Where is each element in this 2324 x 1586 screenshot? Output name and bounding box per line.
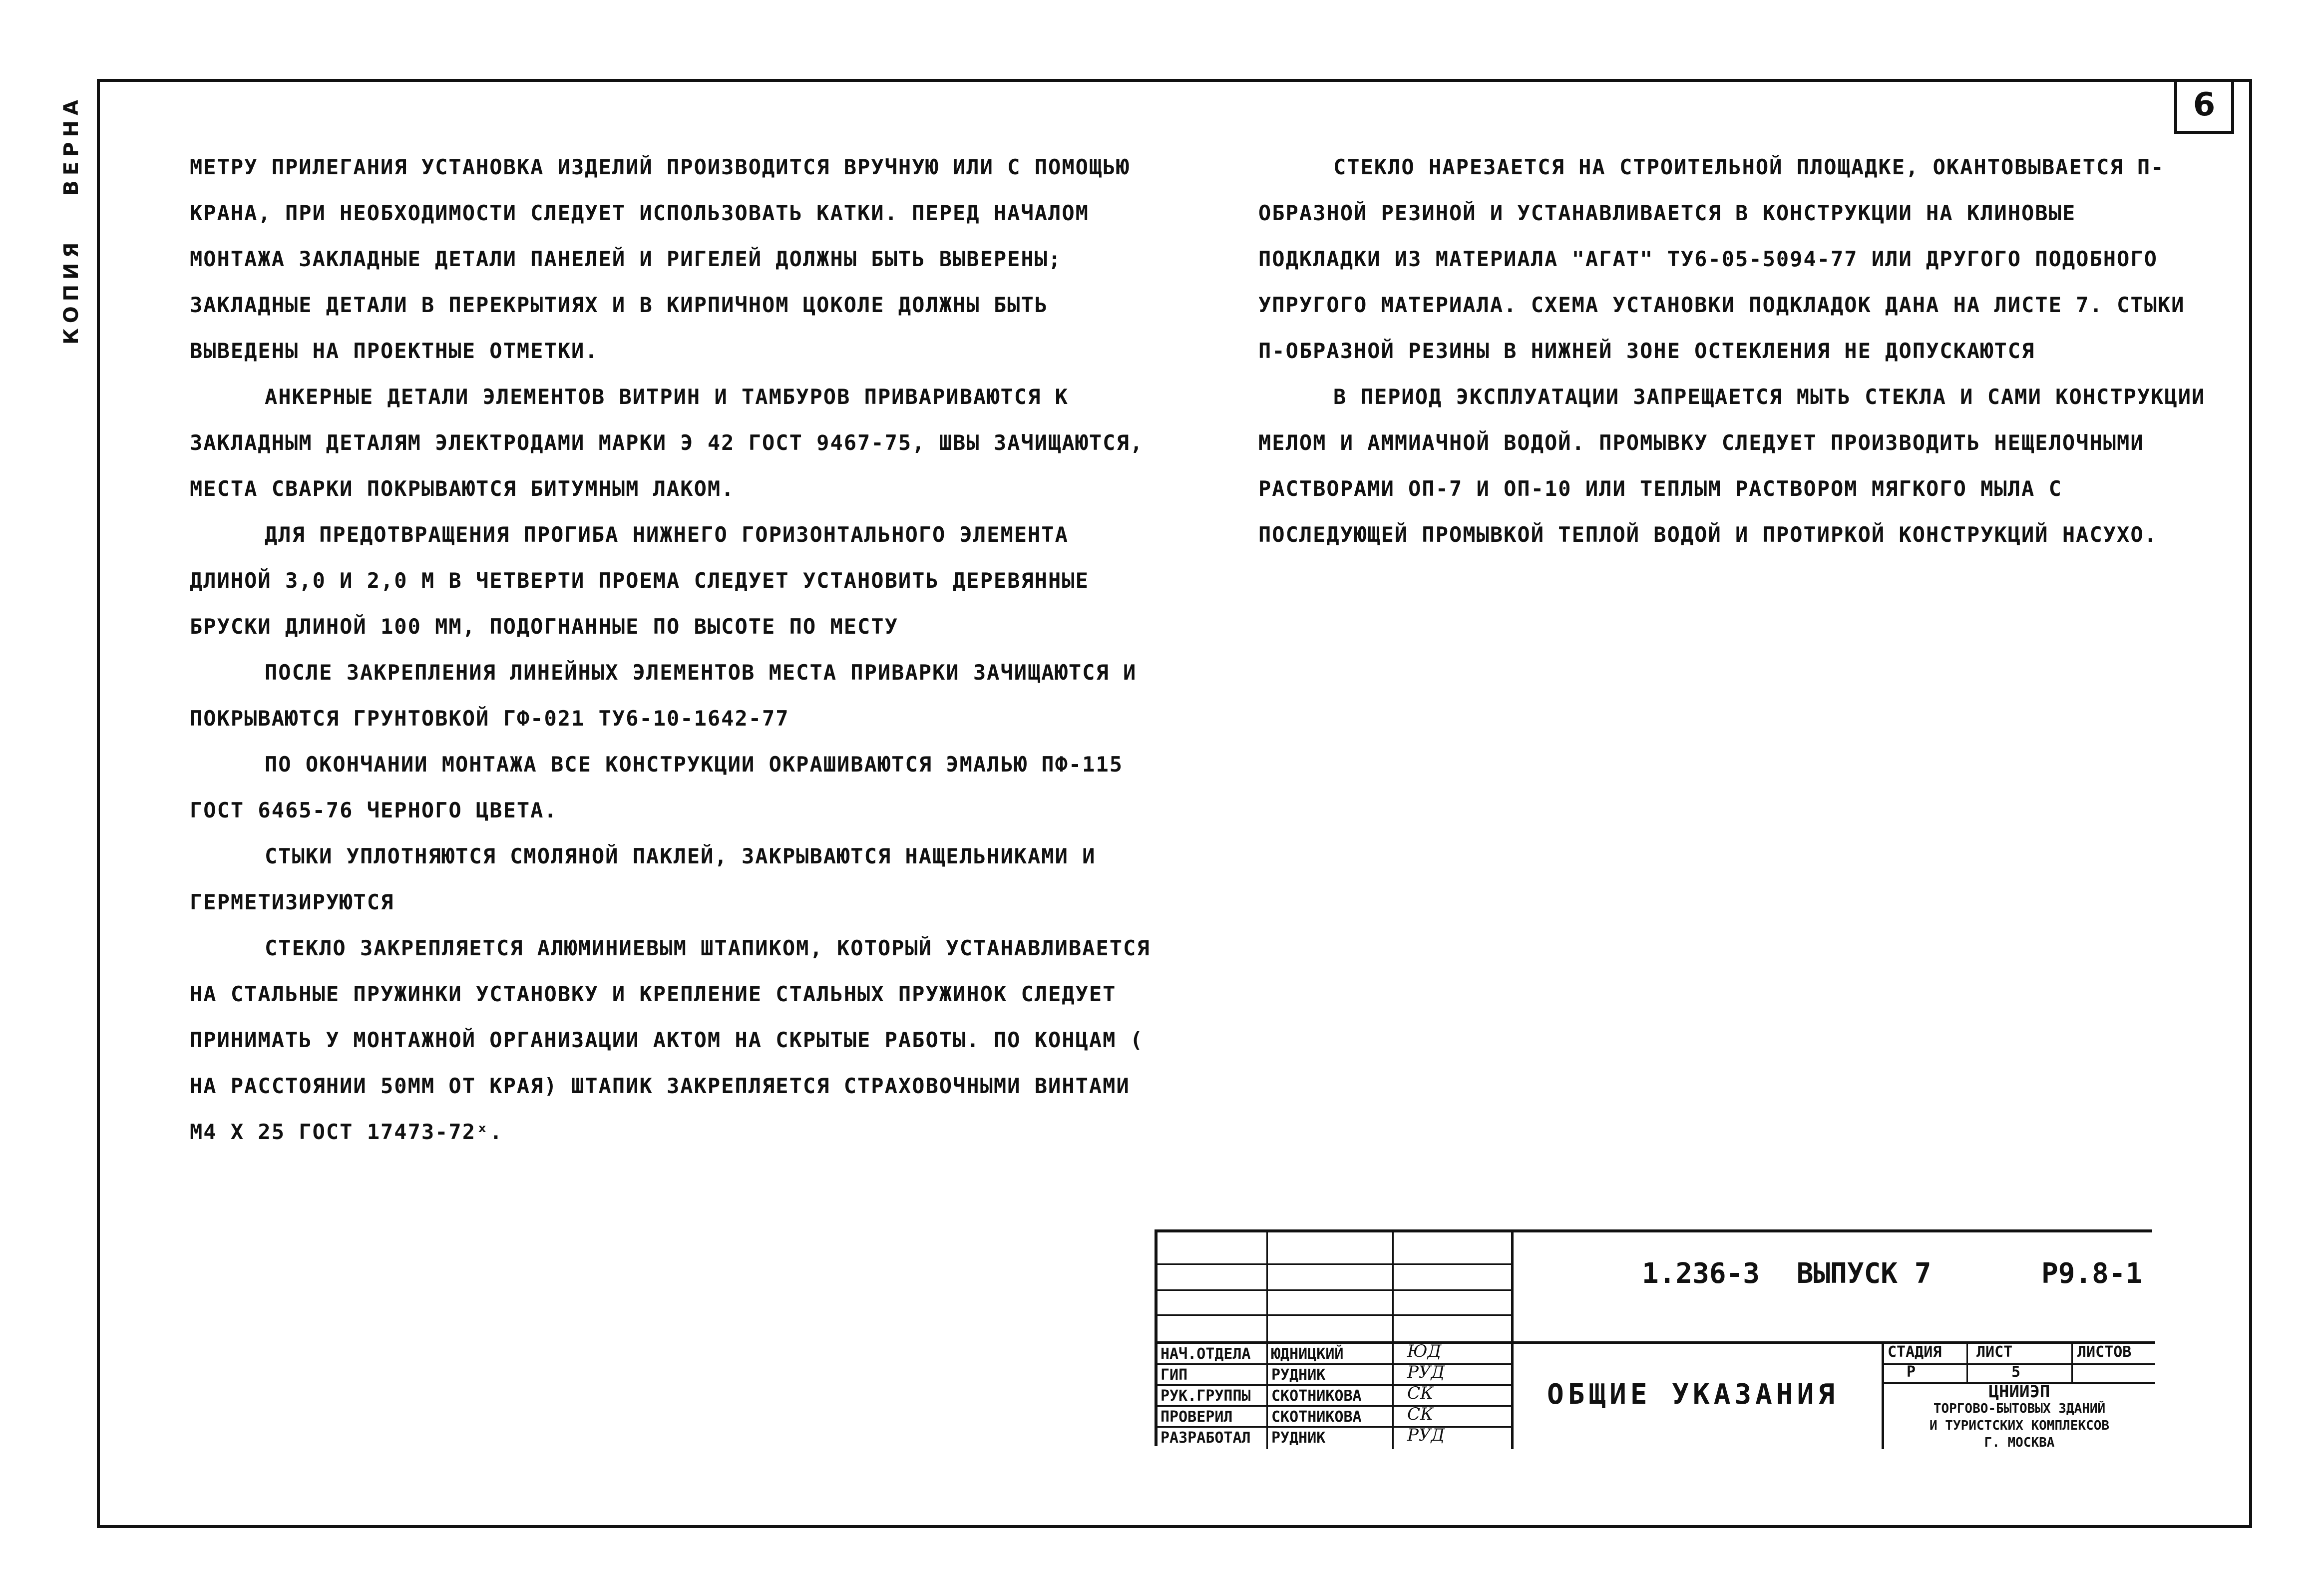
signature-role: РАЗРАБОТАЛ xyxy=(1161,1429,1251,1447)
signature-role: НАЧ.ОТДЕЛА xyxy=(1161,1345,1251,1363)
handwritten-signature: СК xyxy=(1407,1383,1434,1403)
right-text-column xyxy=(1258,144,2207,558)
sheet-code: Р9.8-1 xyxy=(2041,1257,2143,1290)
organization-name xyxy=(1885,1383,2154,1451)
signature-name: РУДНИК xyxy=(1271,1366,1326,1384)
signature-name: РУДНИК xyxy=(1271,1429,1326,1447)
stage-label: СТАДИЯ xyxy=(1888,1343,1942,1361)
org-line: И ТУРИСТСКИХ КОМПЛЕКСОВ xyxy=(1929,1418,2110,1433)
copy-verified-stamp xyxy=(60,65,83,345)
paragraph: ПОСЛЕ ЗАКРЕПЛЕНИЯ ЛИНЕЙНЫХ ЭЛЕМЕНТОВ МЕСТА ПРИВАРКИ ЗАЧИЩАЮТСЯ И ПОКРЫВАЮТСЯ ГРУНТОВКОЙ ГФ-021 ТУ6-10-1642-77 xyxy=(190,660,1137,731)
stamp-word-copy: КОПИЯ xyxy=(60,237,83,345)
left-text-column xyxy=(190,144,1163,1155)
handwritten-signature: РУД xyxy=(1407,1362,1445,1382)
org-line: ТОРГОВО-БЫТОВЫХ ЗДАНИЙ xyxy=(1933,1401,2106,1416)
paragraph: ДЛЯ ПРЕДОТВРАЩЕНИЯ ПРОГИБА НИЖНЕГО ГОРИЗОНТАЛЬНОГО ЭЛЕМЕНТА ДЛИНОЙ 3,0 И 2,0 М В ЧЕТВЕРТИ ПРОЕМА СЛЕДУЕТ УСТАНОВИТЬ ДЕРЕВЯННЫЕ БРУСКИ ДЛИНОЙ 100 ММ, ПОДОГНАННЫЕ ПО ВЫСОТЕ ПО МЕСТУ xyxy=(190,522,1089,639)
org-line: Г. МОСКВА xyxy=(1984,1435,2055,1450)
paragraph: В ПЕРИОД ЭКСПЛУАТАЦИИ ЗАПРЕЩАЕТСЯ МЫТЬ СТЕКЛА И САМИ КОНСТРУКЦИИ МЕЛОМ И АММИАЧНОЙ ВОДОЙ. ПРОМЫВКУ СЛЕДУЕТ ПРОИЗВОДИТЬ НЕЩЕЛОЧНЫМИ РАСТВОРАМИ ОП-7 И ОП-10 ИЛИ ТЕПЛЫМ РАСТВОРОМ МЯГКОГО МЫЛА С ПОСЛЕДУЮЩЕЙ ПРОМЫВКОЙ ТЕПЛОЙ ВОДОЙ И ПРОТИРКОЙ КОНСТРУКЦИЙ НАСУХО. xyxy=(1258,385,2206,547)
handwritten-signature: СК xyxy=(1407,1404,1434,1424)
paragraph: МЕТРУ ПРИЛЕГАНИЯ УСТАНОВКА ИЗДЕЛИЙ ПРОИЗВОДИТСЯ ВРУЧНУЮ ИЛИ С ПОМОЩЬЮ КРАНА, ПРИ НЕОБХОДИМОСТИ СЛЕДУЕТ ИСПОЛЬЗОВАТЬ КАТКИ. ПЕРЕД НАЧАЛОМ МОНТАЖА ЗАКЛАДНЫЕ ДЕТАЛИ ПАНЕЛЕЙ И РИГЕЛЕЙ ДОЛЖНЫ БЫТЬ ВЫВЕРЕНЫ; ЗАКЛАДНЫЕ ДЕТАЛИ В ПЕРЕКРЫТИЯХ И В КИРПИЧНОМ ЦОКОЛЕ ДОЛЖНЫ БЫТЬ ВЫВЕДЕНЫ НА ПРОЕКТНЫЕ ОТМЕТКИ. xyxy=(190,155,1130,363)
stamp-word-verified: ВЕРНА xyxy=(60,95,83,196)
paragraph: СТЫКИ УПЛОТНЯЮТСЯ СМОЛЯНОЙ ПАКЛЕЙ, ЗАКРЫВАЮТСЯ НАЩЕЛЬНИКАМИ И ГЕРМЕТИЗИРУЮТСЯ xyxy=(190,844,1096,914)
sheet-value: 5 xyxy=(2011,1363,2021,1381)
paragraph: СТЕКЛО ЗАКРЕПЛЯЕТСЯ АЛЮМИНИЕВЫМ ШТАПИКОМ, КОТОРЫЙ УСТАНАВЛИВАЕТСЯ НА СТАЛЬНЫЕ ПРУЖИНКИ УСТАНОВКУ И КРЕПЛЕНИЕ СТАЛЬНЫХ ПРУЖИНОК СЛЕДУЕТ ПРИНИМАТЬ У МОНТАЖНОЙ ОРГАНИЗАЦИИ АКТОМ НА СКРЫТЫЕ РАБОТЫ. ПО КОНЦАМ ( НА РАССТОЯНИИ 50ММ ОТ КРАЯ) ШТАПИК ЗАКРЕПЛЯЕТСЯ СТРАХОВОЧНЫМИ ВИНТАМИ М4 X 25 ГОСТ 17473-72ˣ. xyxy=(190,936,1151,1144)
signature-name: СКОТНИКОВА xyxy=(1271,1387,1362,1405)
signature-role: РУК.ГРУППЫ xyxy=(1161,1387,1251,1405)
document-title: ОБЩИЕ УКАЗАНИЯ xyxy=(1547,1378,1839,1411)
doc-code-number: 1.236-3 xyxy=(1642,1257,1760,1290)
paragraph: ПО ОКОНЧАНИИ МОНТАЖА ВСЕ КОНСТРУКЦИИ ОКРАШИВАЮТСЯ ЭМАЛЬЮ ПФ-115 ГОСТ 6465-76 ЧЕРНОГО ЦВЕТА. xyxy=(190,752,1124,822)
org-line: ЦНИИЭП xyxy=(1988,1382,2050,1402)
signature-role: ГИП xyxy=(1161,1366,1188,1384)
document-code xyxy=(1642,1257,1951,1290)
signature-name: ЮДНИЦКИЙ xyxy=(1271,1345,1344,1363)
handwritten-signature: ЮД xyxy=(1407,1341,1442,1361)
paragraph: АНКЕРНЫЕ ДЕТАЛИ ЭЛЕМЕНТОВ ВИТРИН И ТАМБУРОВ ПРИВАРИВАЮТСЯ К ЗАКЛАДНЫМ ДЕТАЛЯМ ЭЛЕКТРОДАМИ МАРКИ Э 42 ГОСТ 9467-75, ШВЫ ЗАЧИЩАЮТСЯ, МЕСТА СВАРКИ ПОКРЫВАЮТСЯ БИТУМНЫМ ЛАКОМ. xyxy=(190,385,1144,501)
sheet-label: ЛИСТ xyxy=(1976,1343,2013,1361)
sheets-label: ЛИСТОВ xyxy=(2077,1343,2132,1361)
sheet-number-box: 6 xyxy=(2174,79,2234,134)
stage-value: Р xyxy=(1907,1363,1916,1381)
signature-role: ПРОВЕРИЛ xyxy=(1161,1408,1233,1426)
doc-issue: ВЫПУСК 7 xyxy=(1796,1257,1932,1290)
signature-name: СКОТНИКОВА xyxy=(1271,1408,1362,1426)
handwritten-signature: РУД xyxy=(1407,1425,1445,1445)
paragraph: СТЕКЛО НАРЕЗАЕТСЯ НА СТРОИТЕЛЬНОЙ ПЛОЩАДКЕ, ОКАНТОВЫВАЕТСЯ П-ОБРАЗНОЙ РЕЗИНОЙ И УСТАНАВЛИВАЕТСЯ В КОНСТРУКЦИИ НА КЛИНОВЫЕ ПОДКЛАДКИ ИЗ МАТЕРИАЛА "АГАТ" ТУ6-05-5094-77 ИЛИ ДРУГОГО ПОДОБНОГО УПРУГОГО МАТЕРИАЛА. СХЕМА УСТАНОВКИ ПОДКЛАДОК ДАНА НА ЛИСТЕ 7. СТЫКИ П-ОБРАЗНОЙ РЕЗИНЫ В НИЖНЕЙ ЗОНЕ ОСТЕКЛЕНИЯ НЕ ДОПУСКАЮТСЯ xyxy=(1258,155,2185,363)
title-block xyxy=(1155,1229,2152,1450)
